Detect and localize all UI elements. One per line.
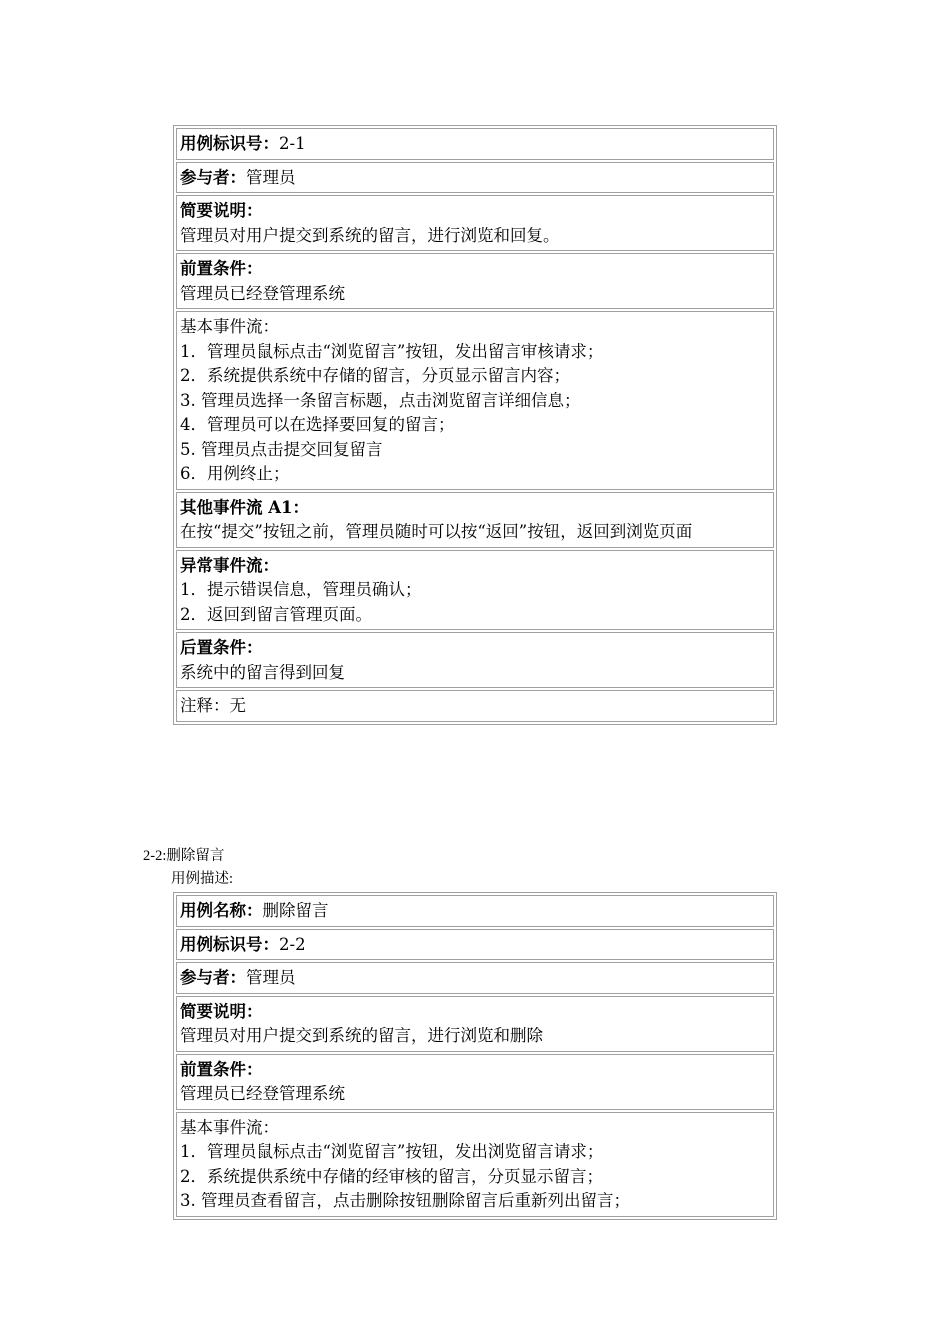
brief-description-row — [176, 195, 774, 251]
basic-flow-step: 3. 管理员查看留言，点击删除按钮删除留言后重新列出留言； — [180, 1191, 630, 1210]
basic-flow-step: 1．管理员鼠标点击“浏览留言”按钮，发出留言审核请求； — [180, 341, 604, 361]
postcondition-label: 后置条件： — [180, 638, 263, 657]
basic-flow-row — [176, 1112, 774, 1217]
actor-value: 管理员 — [246, 968, 296, 987]
actor-label: 参与者： — [180, 167, 246, 187]
postcondition-text: 系统中的留言得到回复 — [180, 662, 345, 682]
exception-flow-step: 1．提示错误信息，管理员确认； — [180, 580, 422, 599]
section-heading: 2-2:删除留言 — [143, 848, 225, 864]
basic-flow-label: 基本事件流： — [180, 317, 279, 336]
basic-flow-step: 6．用例终止； — [180, 464, 290, 483]
brief-description-text: 管理员对用户提交到系统的留言，进行浏览和删除 — [180, 1026, 543, 1045]
note-row — [176, 690, 774, 722]
use-case-id-row — [176, 128, 774, 160]
use-case-id-value: 2-1 — [279, 134, 306, 153]
basic-flow-step: 1．管理员鼠标点击“浏览留言”按钮，发出浏览留言请求； — [180, 1142, 604, 1161]
section-subheading: 用例描述: — [171, 871, 234, 887]
actor-row — [176, 962, 774, 994]
precondition-label: 前置条件： — [180, 1059, 263, 1079]
actor-label: 参与者： — [180, 968, 246, 987]
precondition-label: 前置条件： — [180, 259, 263, 278]
postcondition-row — [176, 632, 774, 688]
brief-description-label: 简要说明： — [180, 201, 263, 220]
use-case-table-2-1 — [173, 125, 777, 725]
exception-flow-step: 2．返回到留言管理页面。 — [180, 604, 372, 624]
basic-flow-step: 4．管理员可以在选择要回复的留言； — [180, 415, 455, 434]
precondition-row — [176, 253, 774, 309]
basic-flow-step: 2．系统提供系统中存储的留言，分页显示留言内容； — [180, 366, 570, 385]
use-case-id-label: 用例标识号： — [180, 934, 279, 954]
use-case-table-2-2 — [173, 892, 777, 1220]
use-case-name-label: 用例名称： — [180, 901, 263, 920]
brief-description-text: 管理员对用户提交到系统的留言，进行浏览和回复。 — [180, 225, 560, 245]
exception-flow-row — [176, 550, 774, 631]
use-case-name-value: 删除留言 — [262, 901, 329, 920]
basic-flow-label: 基本事件流： — [180, 1117, 279, 1137]
actor-value: 管理员 — [246, 167, 296, 187]
precondition-text: 管理员已经登管理系统 — [180, 1084, 345, 1103]
brief-description-row — [176, 996, 774, 1052]
basic-flow-step: 2．系统提供系统中存储的经审核的留言，分页显示留言； — [180, 1166, 603, 1186]
brief-description-label: 简要说明： — [180, 1001, 263, 1021]
precondition-text: 管理员已经登管理系统 — [180, 283, 345, 303]
precondition-row — [176, 1054, 774, 1110]
use-case-id-value: 2-2 — [279, 934, 306, 954]
basic-flow-step: 5. 管理员点击提交回复留言 — [180, 439, 383, 459]
use-case-id-row — [176, 929, 774, 961]
basic-flow-step: 3. 管理员选择一条留言标题，点击浏览留言详细信息； — [180, 390, 581, 410]
exception-flow-label: 异常事件流： — [180, 555, 279, 575]
actor-row — [176, 162, 774, 194]
use-case-id-label: 用例标识号： — [180, 134, 279, 153]
alternate-flow-row — [176, 492, 774, 548]
alternate-flow-text: 在按“提交”按钮之前，管理员随时可以按“返回”按钮，返回到浏览页面 — [180, 522, 693, 541]
alternate-flow-label: 其他事件流 A1： — [180, 497, 310, 517]
note-text: 注释：无 — [180, 696, 246, 715]
use-case-name-row — [176, 895, 774, 927]
basic-flow-row — [176, 311, 774, 490]
